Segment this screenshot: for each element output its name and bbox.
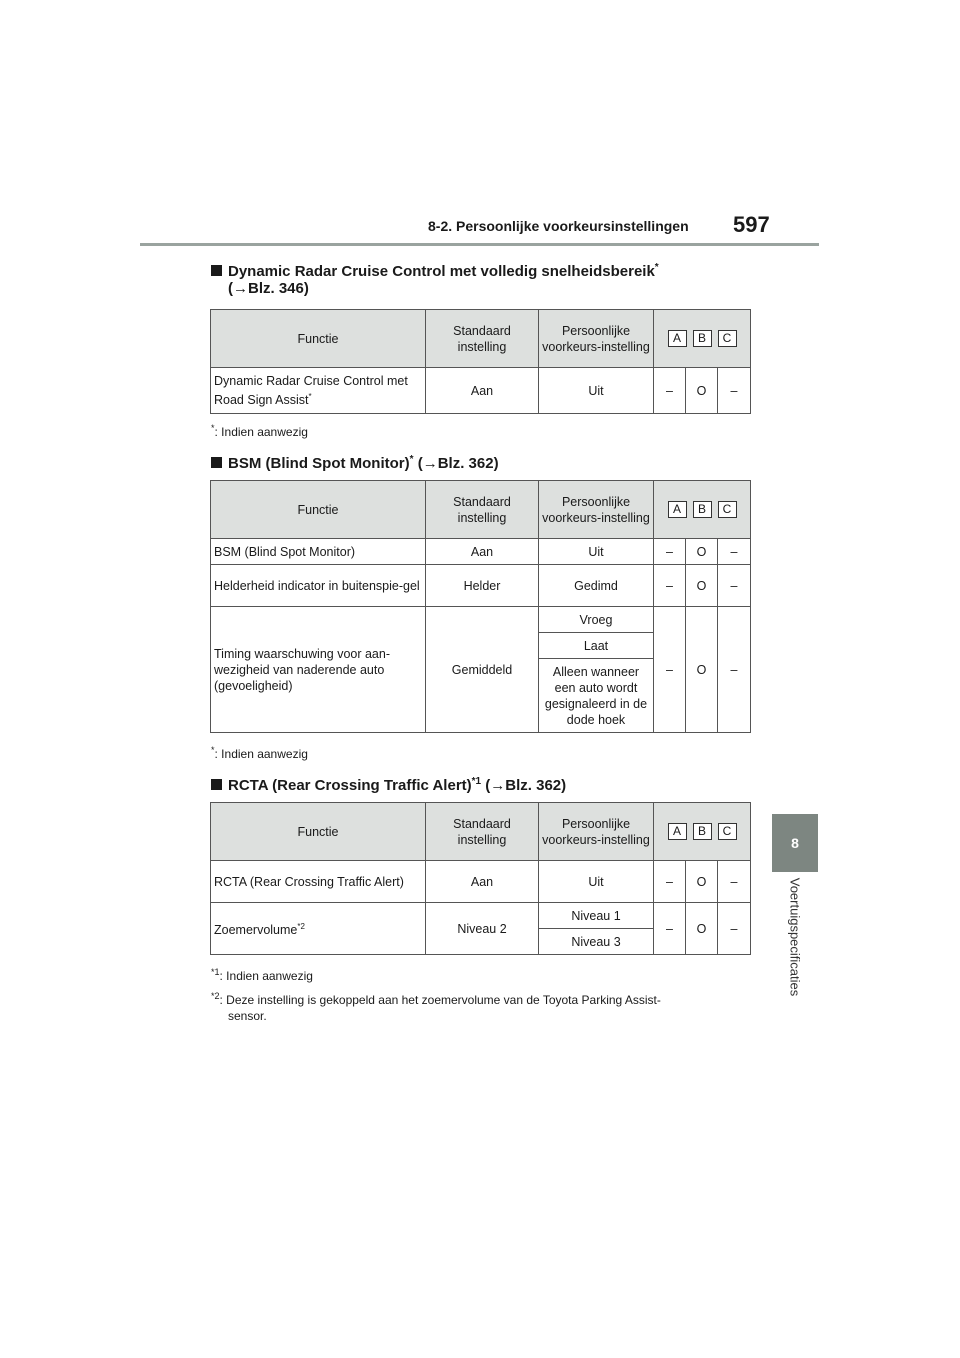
chapter-label: Voertuigspecificaties bbox=[787, 877, 803, 997]
section3-footnote-1: $^{*1}$: Indien aanwezig bbox=[211, 967, 313, 983]
section1-heading: Dynamic Radar Cruise Control met volledig snelheidsbereik* bbox=[211, 258, 659, 282]
section1-table bbox=[210, 309, 751, 414]
bullet-square-icon bbox=[211, 265, 222, 276]
table-row: RCTA (Rear Crossing Traffic Alert) Aan Uit – O – bbox=[211, 861, 751, 903]
section2-heading: BSM (Blind Spot Monitor)* (→Blz. 362) bbox=[211, 450, 499, 474]
chapter-tab: 8 bbox=[772, 814, 818, 872]
section3-footnote-2: $^{*2}$: Deze instelling is gekoppeld aan het zoemervolume van de Toyota Parking Assist- sensor. bbox=[211, 991, 661, 1023]
table-row: BSM (Blind Spot Monitor) Aan Uit – O – bbox=[211, 539, 751, 565]
col-standaard: Standaard instelling bbox=[426, 310, 539, 368]
section3-heading: RCTA (Rear Crossing Traffic Alert)$^{*1}$ (→Blz. 362) bbox=[211, 772, 566, 796]
section1-ref: (→Blz. 346) bbox=[228, 280, 309, 297]
section2-footnote: *: Indien aanwezig bbox=[211, 745, 308, 761]
col-keys: A B C bbox=[654, 310, 751, 368]
section1-footnote: *: Indien aanwezig bbox=[211, 423, 308, 439]
bullet-square-icon bbox=[211, 779, 222, 790]
col-functie: Functie bbox=[211, 310, 426, 368]
table-row: Timing waarschuwing voor aan-wezigheid van naderende auto (gevoeligheid) Gemiddeld Vroeg – O – bbox=[211, 607, 751, 633]
col-persoonlijk: Persoonlijke voorkeurs-instelling bbox=[539, 310, 654, 368]
table-row: Dynamic Radar Cruise Control met Road Sign Assist* Aan Uit – O – bbox=[211, 368, 751, 414]
page-number: 597 bbox=[733, 212, 770, 237]
table-row: Helderheid indicator in buitenspie-gel Helder Gedimd – O – bbox=[211, 565, 751, 607]
header-divider bbox=[140, 243, 819, 246]
section3-table: Functie Standaard instelling Persoonlijke voorkeurs-instelling A B C RCTA (Rear Crossing Traffic Alert) Aan Uit – O – Zoemervolume$^{*2}$ Niveau 2 Niveau 1 – O – Niveau 3 bbox=[210, 802, 751, 955]
bullet-square-icon bbox=[211, 457, 222, 468]
table-row: Zoemervolume$^{*2}$ Niveau 2 Niveau 1 – O – bbox=[211, 903, 751, 929]
section-title: 8-2. Persoonlijke voorkeursinstellingen bbox=[428, 218, 689, 234]
section2-table: Functie Standaard instelling Persoonlijke voorkeurs-instelling A B C BSM (Blind Spot Monitor) Aan Uit – O – Helderheid indicator in buitenspie-gel Helder Gedimd – O – Timing waarschuwing voor aan-wezigheid van naderende auto (gevoeligheid) Gemiddeld Vroeg – O – Laat Alleen wanneer een auto wordt gesignaleerd in de dode hoek bbox=[210, 480, 751, 733]
